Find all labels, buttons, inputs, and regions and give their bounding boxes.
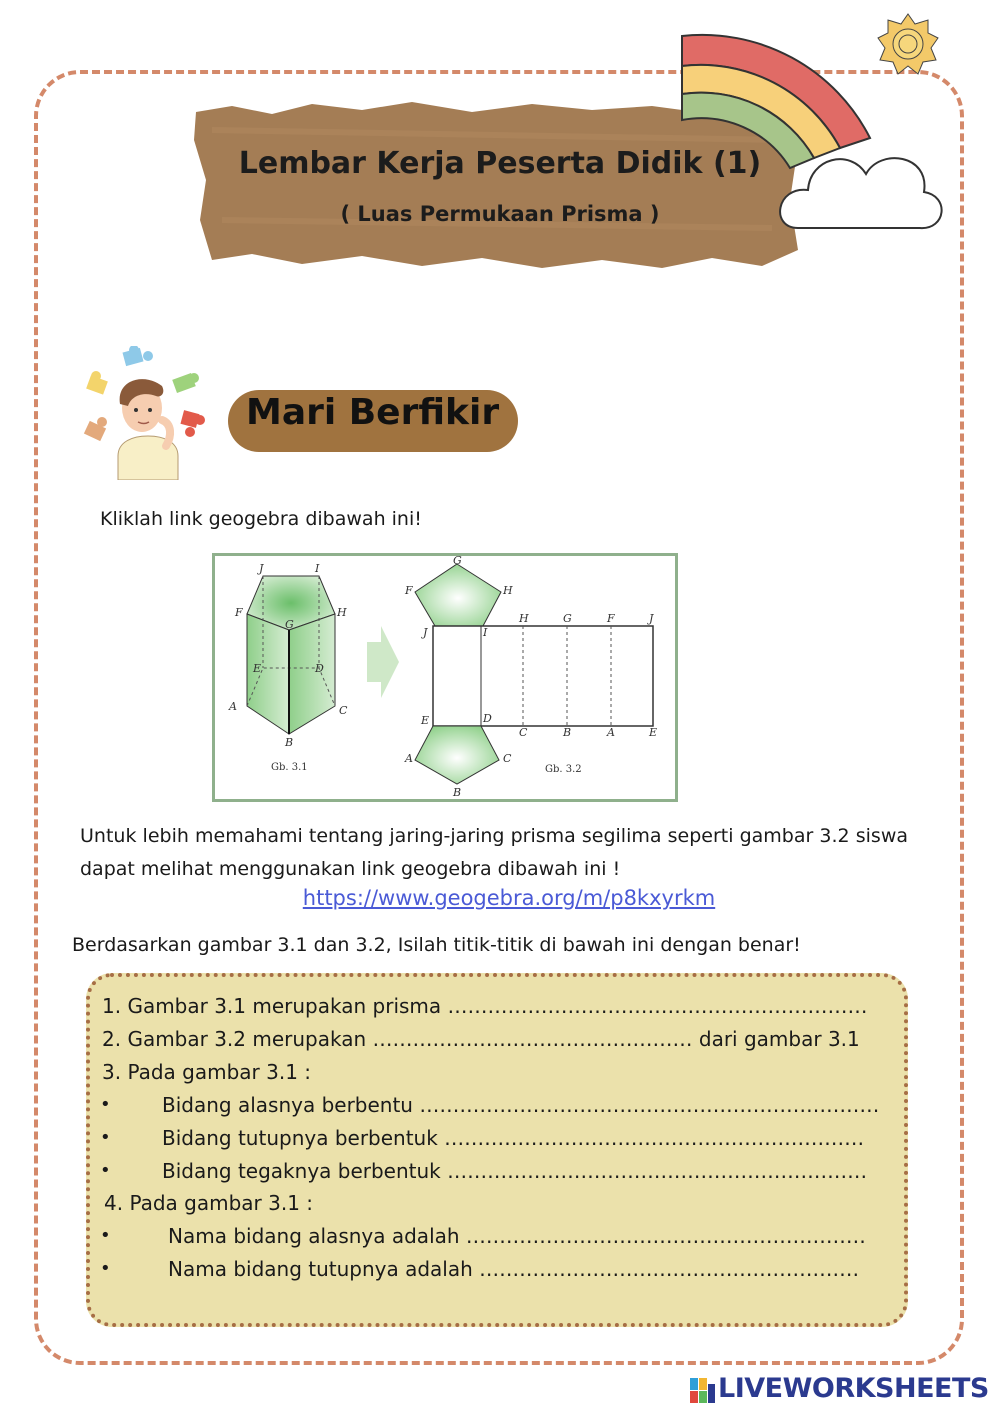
prism-label: D — [315, 662, 324, 675]
question-4: 4. Pada gambar 3.1 : — [104, 1191, 314, 1215]
question-4b: Nama bidang tutupnya adalah ………………………………………………… — [168, 1257, 860, 1281]
bullet: • — [100, 1160, 111, 1181]
net-label: G — [453, 556, 462, 567]
geogebra-link[interactable]: https://www.geogebra.org/m/p8kxyrkm — [302, 886, 716, 910]
explanation-paragraph: Untuk lebih memahami tentang jaring-jaring prisma segilima seperti gambar 3.2 siswa dapat melihat menggunakan link geogebra dibawah ini ! — [80, 825, 908, 880]
prism-label: E — [253, 662, 262, 675]
figure-caption-right: Gb. 3.2 — [545, 764, 582, 775]
prism-label: G — [285, 618, 294, 631]
question-4a: Nama bidang alasnya adalah …………………………………………………… — [168, 1224, 866, 1248]
bullet: • — [100, 1094, 111, 1115]
liveworksheets-brand[interactable]: LIVEWORKSHEETS — [718, 1373, 989, 1404]
prism-label: J — [259, 562, 264, 575]
prism-label: H — [337, 606, 347, 619]
net-label: J — [423, 626, 428, 639]
section-heading: Mari Berfikir — [246, 392, 500, 433]
net-label: H — [519, 612, 529, 625]
net-label: A — [607, 726, 615, 739]
worksheet-subtitle: ( Luas Permukaan Prisma ) — [340, 202, 660, 226]
thinking-boy-illustration — [82, 346, 212, 480]
net-label: H — [503, 584, 513, 597]
net-label: B — [563, 726, 572, 739]
question-2: 2. Gambar 3.2 merupakan ………………………………………… dari gambar 3.1 — [102, 1027, 860, 1051]
sun-icon — [878, 14, 938, 74]
net-label: I — [483, 626, 488, 639]
bullet: • — [100, 1127, 111, 1148]
prism-label: C — [339, 704, 348, 717]
net-label: F — [405, 584, 413, 597]
prism-label: A — [229, 700, 237, 713]
prism-label: B — [285, 736, 294, 749]
net-label: E — [649, 726, 658, 739]
net-label: C — [519, 726, 528, 739]
prism-figure — [212, 553, 678, 802]
liveworksheets-logo-icon — [690, 1378, 716, 1404]
net-label: F — [607, 612, 615, 625]
bullet: • — [100, 1258, 111, 1279]
rainbow-cloud-illustration — [680, 8, 960, 238]
prism-diagram — [215, 556, 675, 799]
arrow-icon — [367, 626, 399, 698]
question-3a: Bidang alasnya berbentu …………………………………………………………… — [162, 1093, 880, 1117]
question-3c: Bidang tegaknya berbentuk ……………………………………………………… — [162, 1159, 868, 1183]
question-3: 3. Pada gambar 3.1 : — [102, 1060, 312, 1084]
bullet: • — [100, 1225, 111, 1246]
intro-text: Kliklah link geogebra dibawah ini! — [100, 508, 422, 530]
net-label: G — [563, 612, 572, 625]
net-label: D — [483, 712, 492, 725]
instruction-text: Berdasarkan gambar 3.1 dan 3.2, Isilah titik-titik di bawah ini dengan benar! — [72, 934, 801, 956]
worksheet-title: Lembar Kerja Peserta Didik (1) — [238, 146, 762, 181]
prism-label: F — [235, 606, 243, 619]
net-label: B — [453, 786, 462, 799]
net-label: J — [649, 612, 654, 625]
figure-caption-left: Gb. 3.1 — [271, 762, 308, 773]
question-1: 1. Gambar 3.1 merupakan prisma ……………………………………………………… — [102, 994, 868, 1018]
net-label: A — [405, 752, 413, 765]
prism-label: I — [315, 562, 320, 575]
question-3b: Bidang tutupnya berbentuk ……………………………………………………… — [162, 1126, 865, 1150]
net-label: C — [503, 752, 512, 765]
net-label: E — [421, 714, 430, 727]
